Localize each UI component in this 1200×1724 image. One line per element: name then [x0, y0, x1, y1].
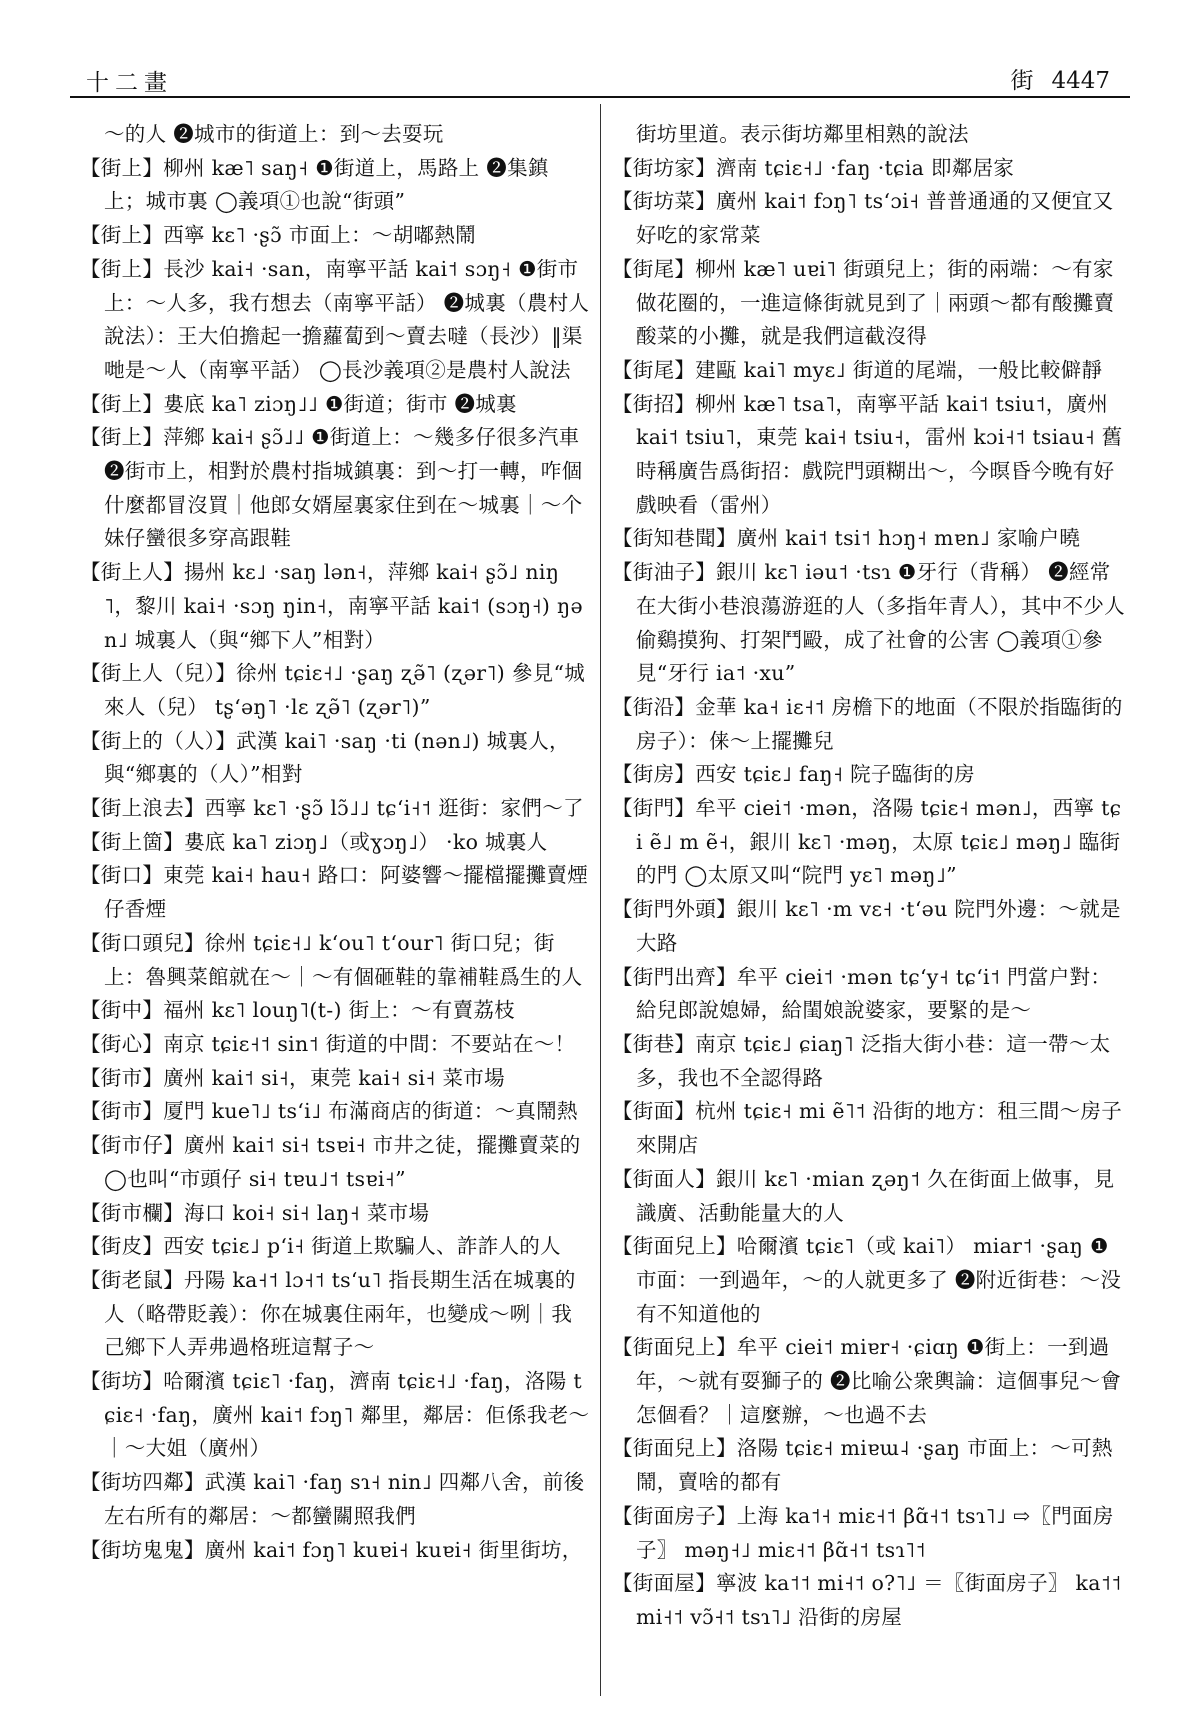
right-column	[612, 118, 1126, 1635]
dictionary-entry: 【街上】萍鄉 kai˧ ʂɔ̃˩˩ ❶街道上：～幾多仔很多汽車 ❷街市上，相對於農村指城鎮裏：到～打一轉，咋個什麼都冒沒買｜他郎女婿屋裏家住到在～城裏｜～个妹仔蠻很多穿高跟鞋	[80, 425, 583, 551]
dictionary-entry: 【街尾】建甌 kai˥ myɛ˩ 街道的尾端，一般比較僻靜	[612, 357, 1103, 382]
dictionary-entry: 【街上人】揚州 kɛ˩ ·saŋ lən˧，萍鄉 kai˧ ʂɔ̃˩ niŋ˥，黎川 kai˧ ·sɔŋ ŋin˧，南寧平話 kai˦ (sɔŋ˧) ŋən˩ 城裏人（與“鄉下人”相對）	[80, 560, 583, 652]
running-head	[1010, 62, 1110, 95]
dictionary-entry: 【街心】南京 tɕiɛ˧˦ sin˦ 街道的中間：不要站在～！	[80, 1031, 576, 1056]
radical-section-label: 十二畫	[86, 70, 173, 96]
dictionary-entry: 【街坊家】濟南 tɕiɛ˧˩ ·faŋ ·tɕia 即鄰居家	[612, 155, 1015, 180]
dictionary-entry: 【街市】廣州 kai˦ si˧，東莞 kai˧ si˧ 菜市場	[80, 1065, 505, 1090]
column-divider	[600, 104, 601, 1696]
dictionary-entry: 【街招】柳州 kæ˥ tsa˥，南寧平話 kai˦ tsiu˦，廣州 kai˦ tsiu˥，東莞 kai˧ tsiu˧，雷州 kɔi˧˦ tsiau˧ 舊時稱廣告爲街招：戲院門頭糊出～，今暝昏今晚有好戲映看（雷州）	[612, 391, 1123, 517]
dictionary-entry: 【街坊菜】廣州 kai˦ fɔŋ˥ tsʻɔi˧ 普普通通的又便宜又好吃的家常菜	[612, 189, 1114, 248]
dictionary-entry: 【街面】杭州 tɕiɛ˧ mi ẽ˥˦ 沿街的地方：租三間～房子來開店	[612, 1099, 1123, 1158]
dictionary-entry: 【街面房子】上海 ka˦˧ miɛ˧˦ βɑ̃˧˦ tsɿ˥˩ ⇨〖門面房子〗 məŋ˧˩ miɛ˧˦ βɑ̃˧˦ tsɿ˥˦	[612, 1503, 1114, 1562]
dictionary-entry: 【街上箇】婁底 ka˥ ziɔŋ˩（或ɣɔŋ˩） ·ko 城裏人	[80, 829, 548, 854]
dictionary-entry: 【街門出齊】牟平 ciei˦ ·mən tɕʻy˧ tɕʻi˦ 門當户對：給兒郎說媳婦，給閨娘說婆家，要緊的是～	[612, 964, 1112, 1023]
dictionary-entry: 【街沿】金華 ka˧ iɛ˧˦ 房檐下的地面（不限於指臨街的房子）：俫～上擺攤兒	[612, 694, 1123, 753]
dictionary-entry: 【街面人】銀川 kɛ˥ ·mian ʐəŋ˦ 久在街面上做事，見識廣、活動能量大的人	[612, 1166, 1115, 1225]
dictionary-entry: 【街面屋】寧波 ka˦˦ mi˧˦ o?˥˩ ＝〖街面房子〗 ka˦˦ mi˧˦ vɔ̃˧˦ tsɿ˥˩ 沿街的房屋	[612, 1571, 1122, 1629]
dictionary-entry: 街坊里道。表示街坊鄰里相熟的說法	[636, 122, 969, 146]
dictionary-entry: 【街老鼠】丹陽 ka˧˦ lɔ˧˦ tsʻu˥ 指長期生活在城裏的人（略帶貶義）：你在城裏住兩年，也變成～咧｜我己鄉下人弄弗過格班這幫子～	[80, 1267, 576, 1360]
dictionary-entry: 【街上】婁底 ka˥ ziɔŋ˩˩ ❶街道；街市 ❷城裏	[80, 391, 517, 416]
dictionary-entry: 【街皮】西安 tɕiɛ˩ pʻi˧ 街道上欺騙人、詐詐人的人	[80, 1234, 561, 1259]
dictionary-entry: ～的人 ❷城市的街道上：到～去耍玩	[104, 122, 444, 146]
dictionary-entry: 【街上】長沙 kai˧ ·san，南寧平話 kai˦ sɔŋ˧ ❶街市上：～人多，我冇想去（南寧平話） ❷城裏（農村人說法）：王大伯擔起一擔蘿蔔到～賣去噠（長沙）‖渠哋是～人（南寧平話） ◯長沙義項②是農村人說法	[80, 256, 590, 382]
dictionary-entry: 【街知巷聞】廣州 kai˦ tsi˦ hɔŋ˧ mɐn˩ 家喻户曉	[612, 526, 1081, 551]
page-header	[70, 56, 1130, 96]
dictionary-entry: 【街坊】哈爾濱 tɕiɛ˥ ·faŋ，濟南 tɕiɛ˧˩ ·faŋ，洛陽 tɕiɛ˧ ·faŋ，廣州 kai˦ fɔŋ˥ 鄰里，鄰居：佢係我老～｜～大姐（廣州）	[80, 1369, 590, 1461]
dictionary-entry: 【街口頭兒】徐州 tɕiɛ˧˩ kʻou˥ tʻour˥ 街口兒；街上：魯興菜館就在～｜～有個砸鞋的靠補鞋爲生的人	[80, 930, 583, 989]
dictionary-entry: 【街面兒上】哈爾濱 tɕiɛ˥（或 kai˥） miar˦ ·ʂaŋ ❶市面：一到過年，～的人就更多了 ❷附近街巷：～没有不知道他的	[612, 1234, 1122, 1326]
dictionary-entry: 【街口】東莞 kai˧ hau˧ 路口：阿婆響～擺檔擺攤賣煙仔香煙	[80, 863, 589, 922]
dictionary-entry: 【街市仔】廣州 kai˦ si˧ tsɐi˧ 市井之徒，擺攤賣菜的 ◯也叫“市頭仔 si˧ tɐu˩˦ tsɐi˧”	[80, 1133, 581, 1191]
page-number: 4447	[1051, 68, 1110, 94]
dictionary-entry: 【街上浪去】西寧 kɛ˥ ·ʂɔ̃ lɔ̃˩˩ tɕʻi˧˦ 逛街：家們～了	[80, 796, 584, 821]
header-rule	[70, 96, 1130, 98]
dictionary-entry: 【街巷】南京 tɕiɛ˩ ɕiaŋ˥ 泛指大街小巷：這一帶～太多，我也不全認得路	[612, 1031, 1111, 1090]
dictionary-entry: 【街門外頭】銀川 kɛ˥ ·m vɛ˧ ·tʻəu 院門外邊：～就是大路	[612, 897, 1121, 955]
dictionary-entry: 【街面兒上】洛陽 tɕiɛ˧ miɐɯ˨ ·ʂaŋ 市面上：～可熱鬧，賣啥的都有	[612, 1436, 1113, 1495]
dictionary-entry: 【街尾】柳州 kæ˥ uɐi˥ 街頭兒上；街的兩端：～有家做花圈的，一進這條街就見到了｜兩頭～都有酸攤賣酸菜的小攤，就是我們這截沒得	[612, 256, 1115, 349]
dictionary-entry: 【街上的（人）】武漢 kai˥ ·saŋ ·ti (nən˩) 城裏人，與“鄉裏的（人）”相對	[80, 728, 570, 787]
dictionary-entry: 【街門】牟平 ciei˦ ·mən，洛陽 tɕiɛ˧ mən˩，西寧 tɕi ẽ˩ m ẽ˧，銀川 kɛ˥ ·məŋ，太原 tɕiɛ˩ məŋ˩ 臨街的門 ◯太原又叫“院門 yɛ˥ məŋ˩”	[612, 796, 1122, 888]
dictionary-entry: 【街房】西安 tɕiɛ˩ faŋ˧ 院子臨街的房	[612, 762, 975, 787]
dictionary-entry: 【街面兒上】牟平 ciei˦ miɐr˧ ·ɕiɑŋ ❶街上：一到過年，～就有耍獅子的 ❷比喻公衆輿論：這個事兒～會怎個看？｜這麼辦，～也過不去	[612, 1335, 1122, 1427]
dictionary-entry: 【街市】厦門 kue˥˩ tsʻi˩ 布滿商店的街道：～真鬧熱	[80, 1099, 578, 1124]
dictionary-entry: 【街上】柳州 kæ˥ saŋ˧ ❶街道上，馬路上 ❷集鎮上；城市裏 ◯義項①也說“街頭”	[80, 155, 549, 214]
left-column	[80, 118, 590, 1567]
dictionary-entry: 【街上】西寧 kɛ˥ ·ʂɔ̃ 市面上：～胡嘟熱鬧	[80, 223, 476, 248]
dictionary-entry: 【街坊鬼鬼】廣州 kai˦ fɔŋ˥ kuɐi˧ kuɐi˧ 街里街坊，	[80, 1537, 583, 1562]
dictionary-entry: 【街油子】銀川 kɛ˥ iəu˦ ·tsɿ ❶牙行（背稱） ❷經常在大街小巷浪蕩游逛的人（多指年青人），其中不少人偷鷄摸狗、打架鬥毆，成了社會的公害 ◯義項①參見“牙行 ia˦ ·xu”	[612, 560, 1125, 686]
dictionary-entry: 【街中】福州 kɛ˥ louŋ˥(t-) 街上：～有賣荔枝	[80, 998, 515, 1023]
dictionary-entry: 【街市欄】海口 koi˧ si˧ laŋ˧ 菜市場	[80, 1200, 430, 1225]
dictionary-entry: 【街坊四鄰】武漢 kai˥ ·faŋ sɿ˧ nin˩ 四鄰八舍，前後左右所有的鄰居：～都蠻關照我們	[80, 1470, 585, 1528]
head-character: 街	[1010, 68, 1034, 94]
dictionary-entry: 【街上人（兒）】徐州 tɕiɛ˧˩ ·ʂaŋ ʐə̃˥ (ʐər˥) 參見“城來人（兒） tʂʻəŋ˥ ·lɛ ʐə̃˥ (ʐər˥)”	[80, 661, 586, 719]
